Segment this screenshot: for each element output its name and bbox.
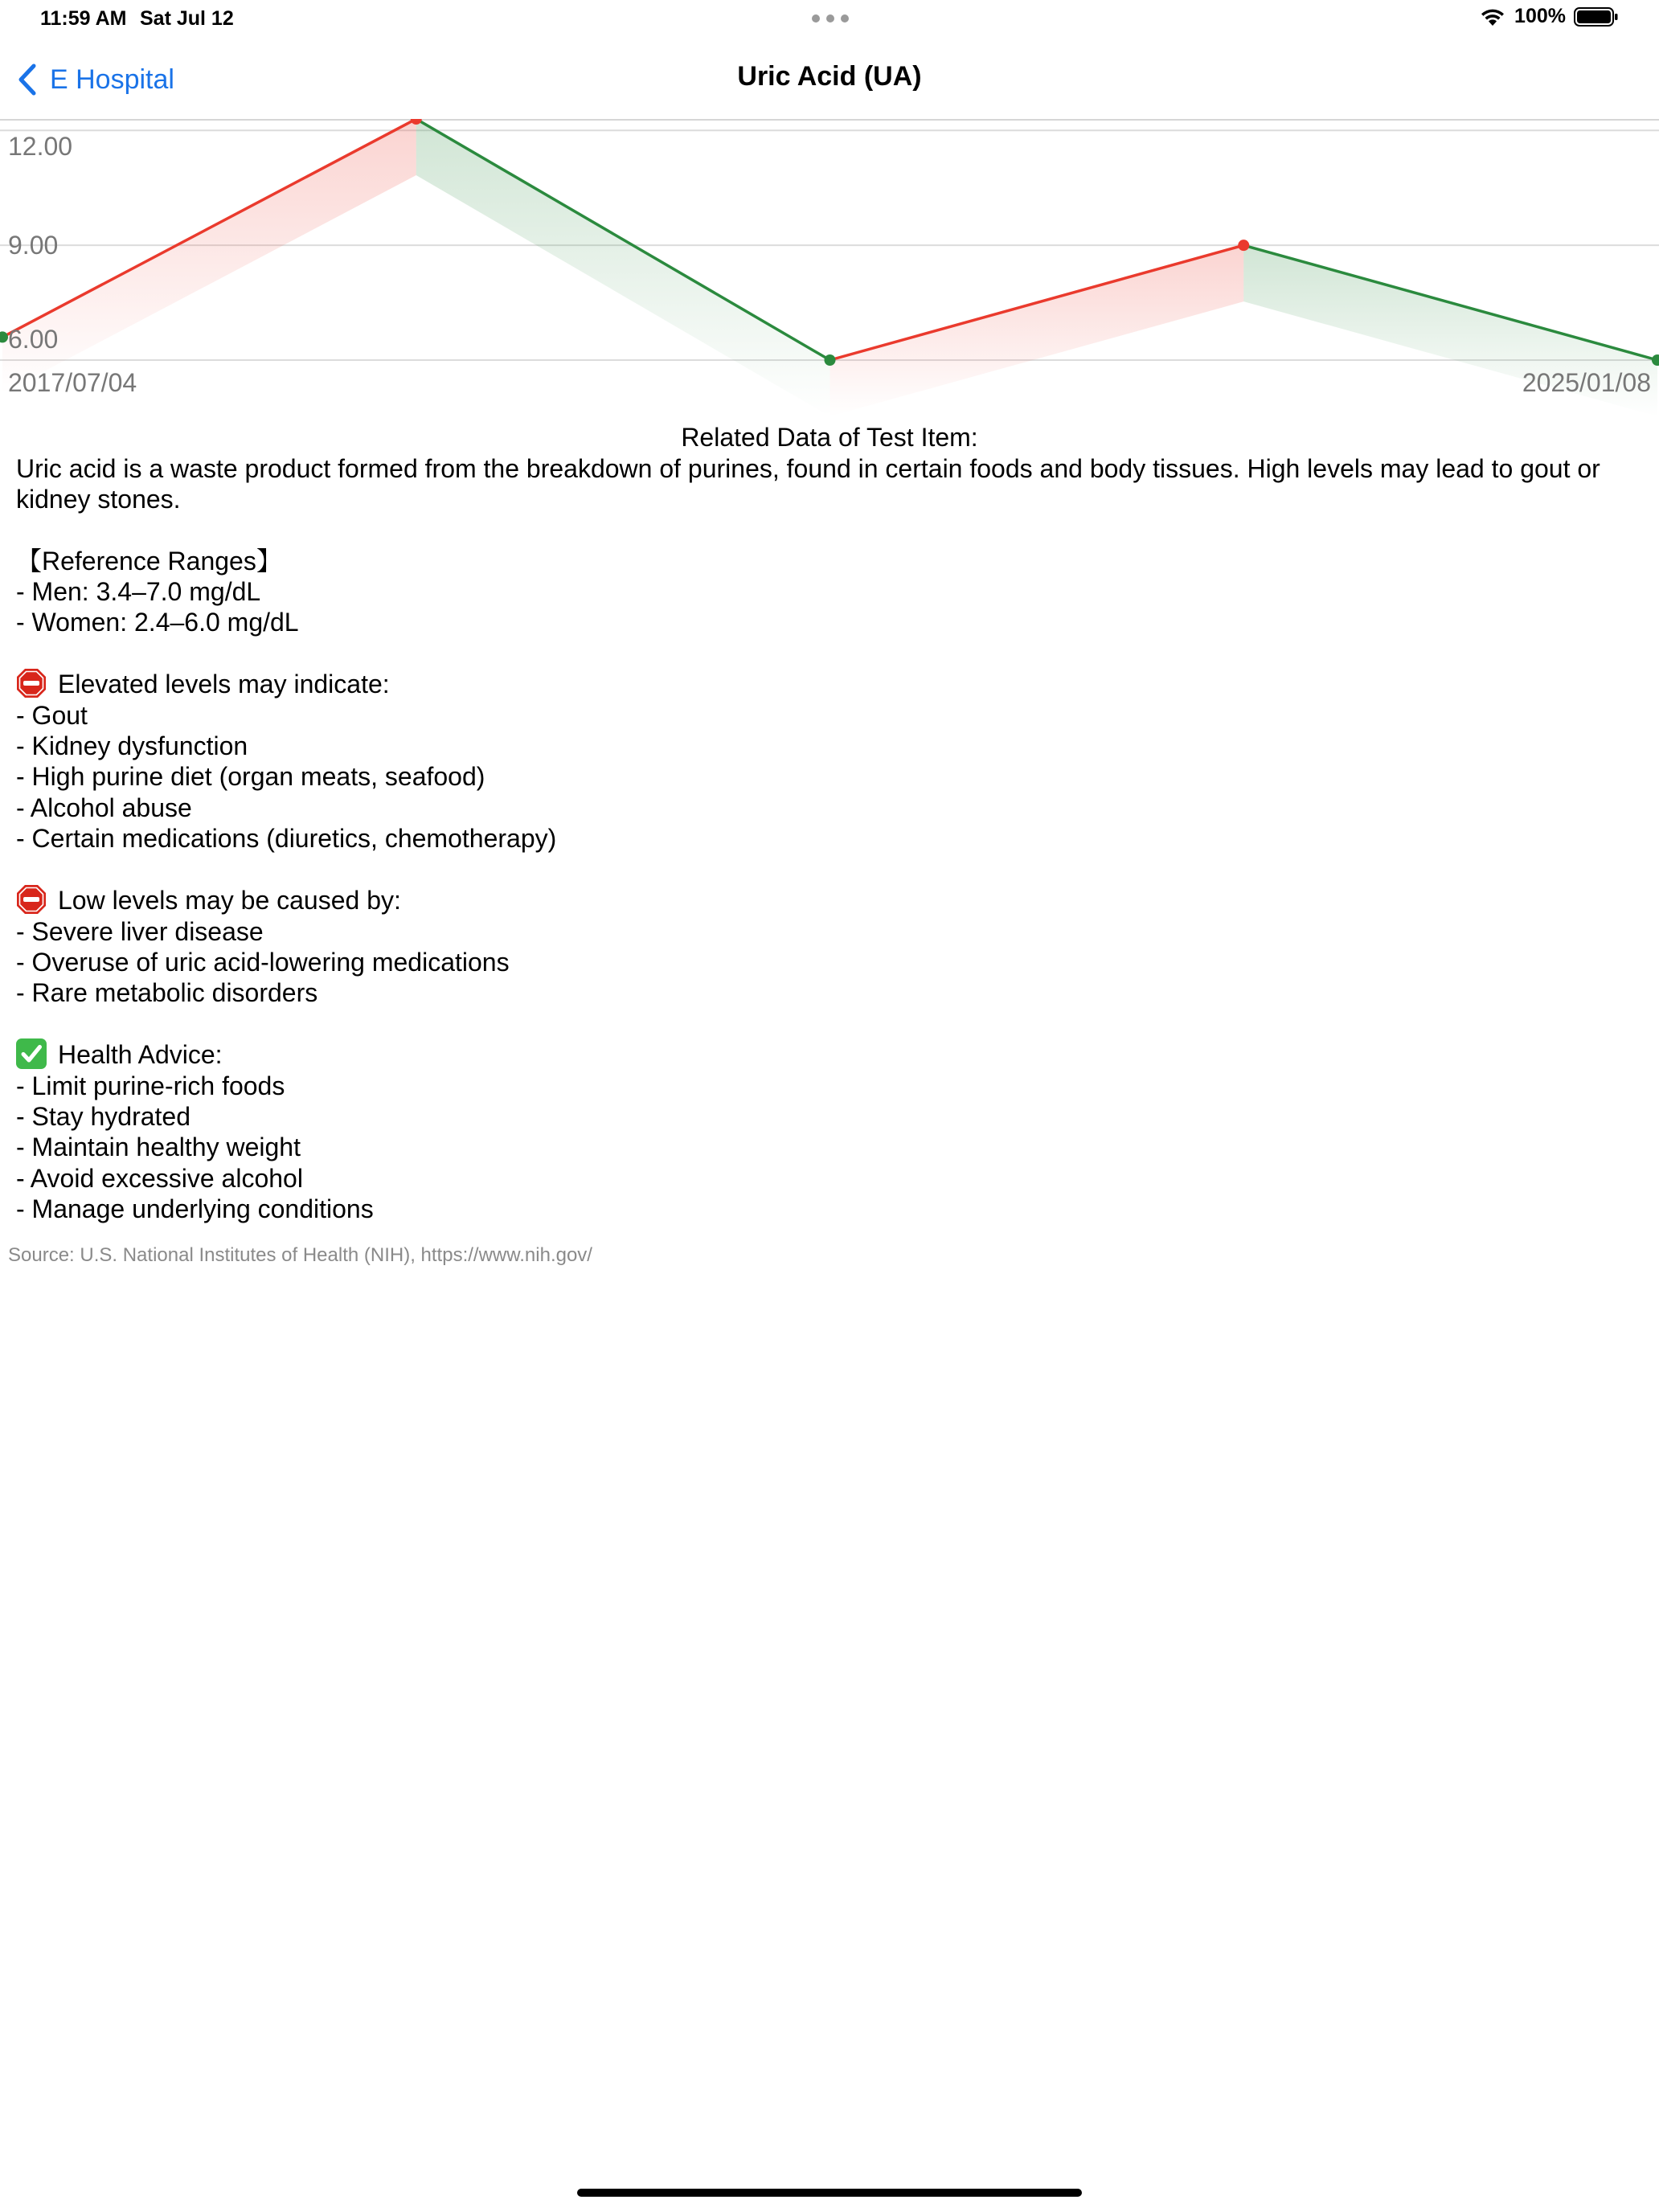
elevated-item: - Alcohol abuse (16, 793, 192, 822)
check-mark-icon (16, 1038, 47, 1069)
advice-item: - Avoid excessive alcohol (16, 1163, 303, 1193)
low-title: Low levels may be caused by: (58, 886, 401, 916)
status-bar (0, 0, 1659, 39)
advice-item: - Stay hydrated (16, 1102, 190, 1132)
navigation-bar (0, 39, 1659, 121)
reference-item: - Women: 2.4–6.0 mg/dL (16, 608, 299, 637)
status-time: 11:59 AM (40, 7, 127, 30)
advice-item: - Maintain healthy weight (16, 1133, 301, 1162)
advice-section-header (16, 1038, 1648, 1070)
source-citation: Source: U.S. National Institutes of Health (NIH), https://www.nih.gov/ (8, 1244, 592, 1266)
page-title: Uric Acid (UA) (737, 61, 922, 92)
data-point[interactable] (825, 354, 836, 366)
advice-item: - Manage underlying conditions (16, 1194, 374, 1223)
low-section-header (16, 884, 1648, 916)
uric-acid-chart (0, 119, 1659, 416)
status-indicators (1479, 5, 1619, 28)
series-line-segment (416, 119, 830, 360)
elevated-section-header (16, 668, 1648, 699)
low-item: - Rare metabolic disorders (16, 978, 318, 1008)
x-tick-label-end: 2025/01/08 (1522, 368, 1651, 397)
reference-item: - Men: 3.4–7.0 mg/dL (16, 576, 261, 606)
y-tick-label: 6.00 (8, 325, 59, 354)
stop-sign-icon (16, 668, 47, 698)
segment-shading (416, 119, 830, 416)
chart-canvas (0, 119, 1659, 416)
back-button-label: E Hospital (50, 63, 174, 95)
segment-shading (830, 245, 1244, 416)
elevated-item: - Gout (16, 700, 88, 730)
wifi-icon (1479, 6, 1506, 27)
reference-ranges-title: 【Reference Ranges】 (16, 546, 282, 576)
advice-item: - Limit purine-rich foods (16, 1071, 285, 1100)
multitasking-dots-icon[interactable] (812, 14, 849, 23)
elevated-item: - High purine diet (organ meats, seafood) (16, 762, 485, 792)
data-point[interactable] (1238, 240, 1249, 251)
elevated-item: - Certain medications (diuretics, chemotherapy) (16, 823, 557, 853)
battery-icon (1574, 6, 1619, 27)
info-heading: Related Data of Test Item: (681, 423, 978, 452)
advice-title: Health Advice: (58, 1040, 223, 1070)
y-tick-label: 12.00 (8, 132, 73, 162)
low-item: - Overuse of uric acid-lowering medications (16, 947, 510, 977)
info-body (16, 453, 1648, 1224)
home-indicator[interactable] (577, 2189, 1082, 2197)
battery-percentage: 100% (1514, 5, 1566, 27)
y-tick-label: 9.00 (8, 231, 59, 260)
status-date: Sat Jul 12 (140, 7, 234, 30)
elevated-item: - Kidney dysfunction (16, 731, 248, 761)
stop-sign-icon (16, 884, 47, 915)
intro-text: Uric acid is a waste product formed from the breakdown of purines, found in certain foods and body tissues. High levels may lead to gout or kidney stones. (16, 454, 1600, 514)
low-item: - Severe liver disease (16, 916, 264, 946)
elevated-title: Elevated levels may indicate: (58, 670, 390, 699)
x-tick-label-start: 2017/07/04 (8, 368, 137, 397)
